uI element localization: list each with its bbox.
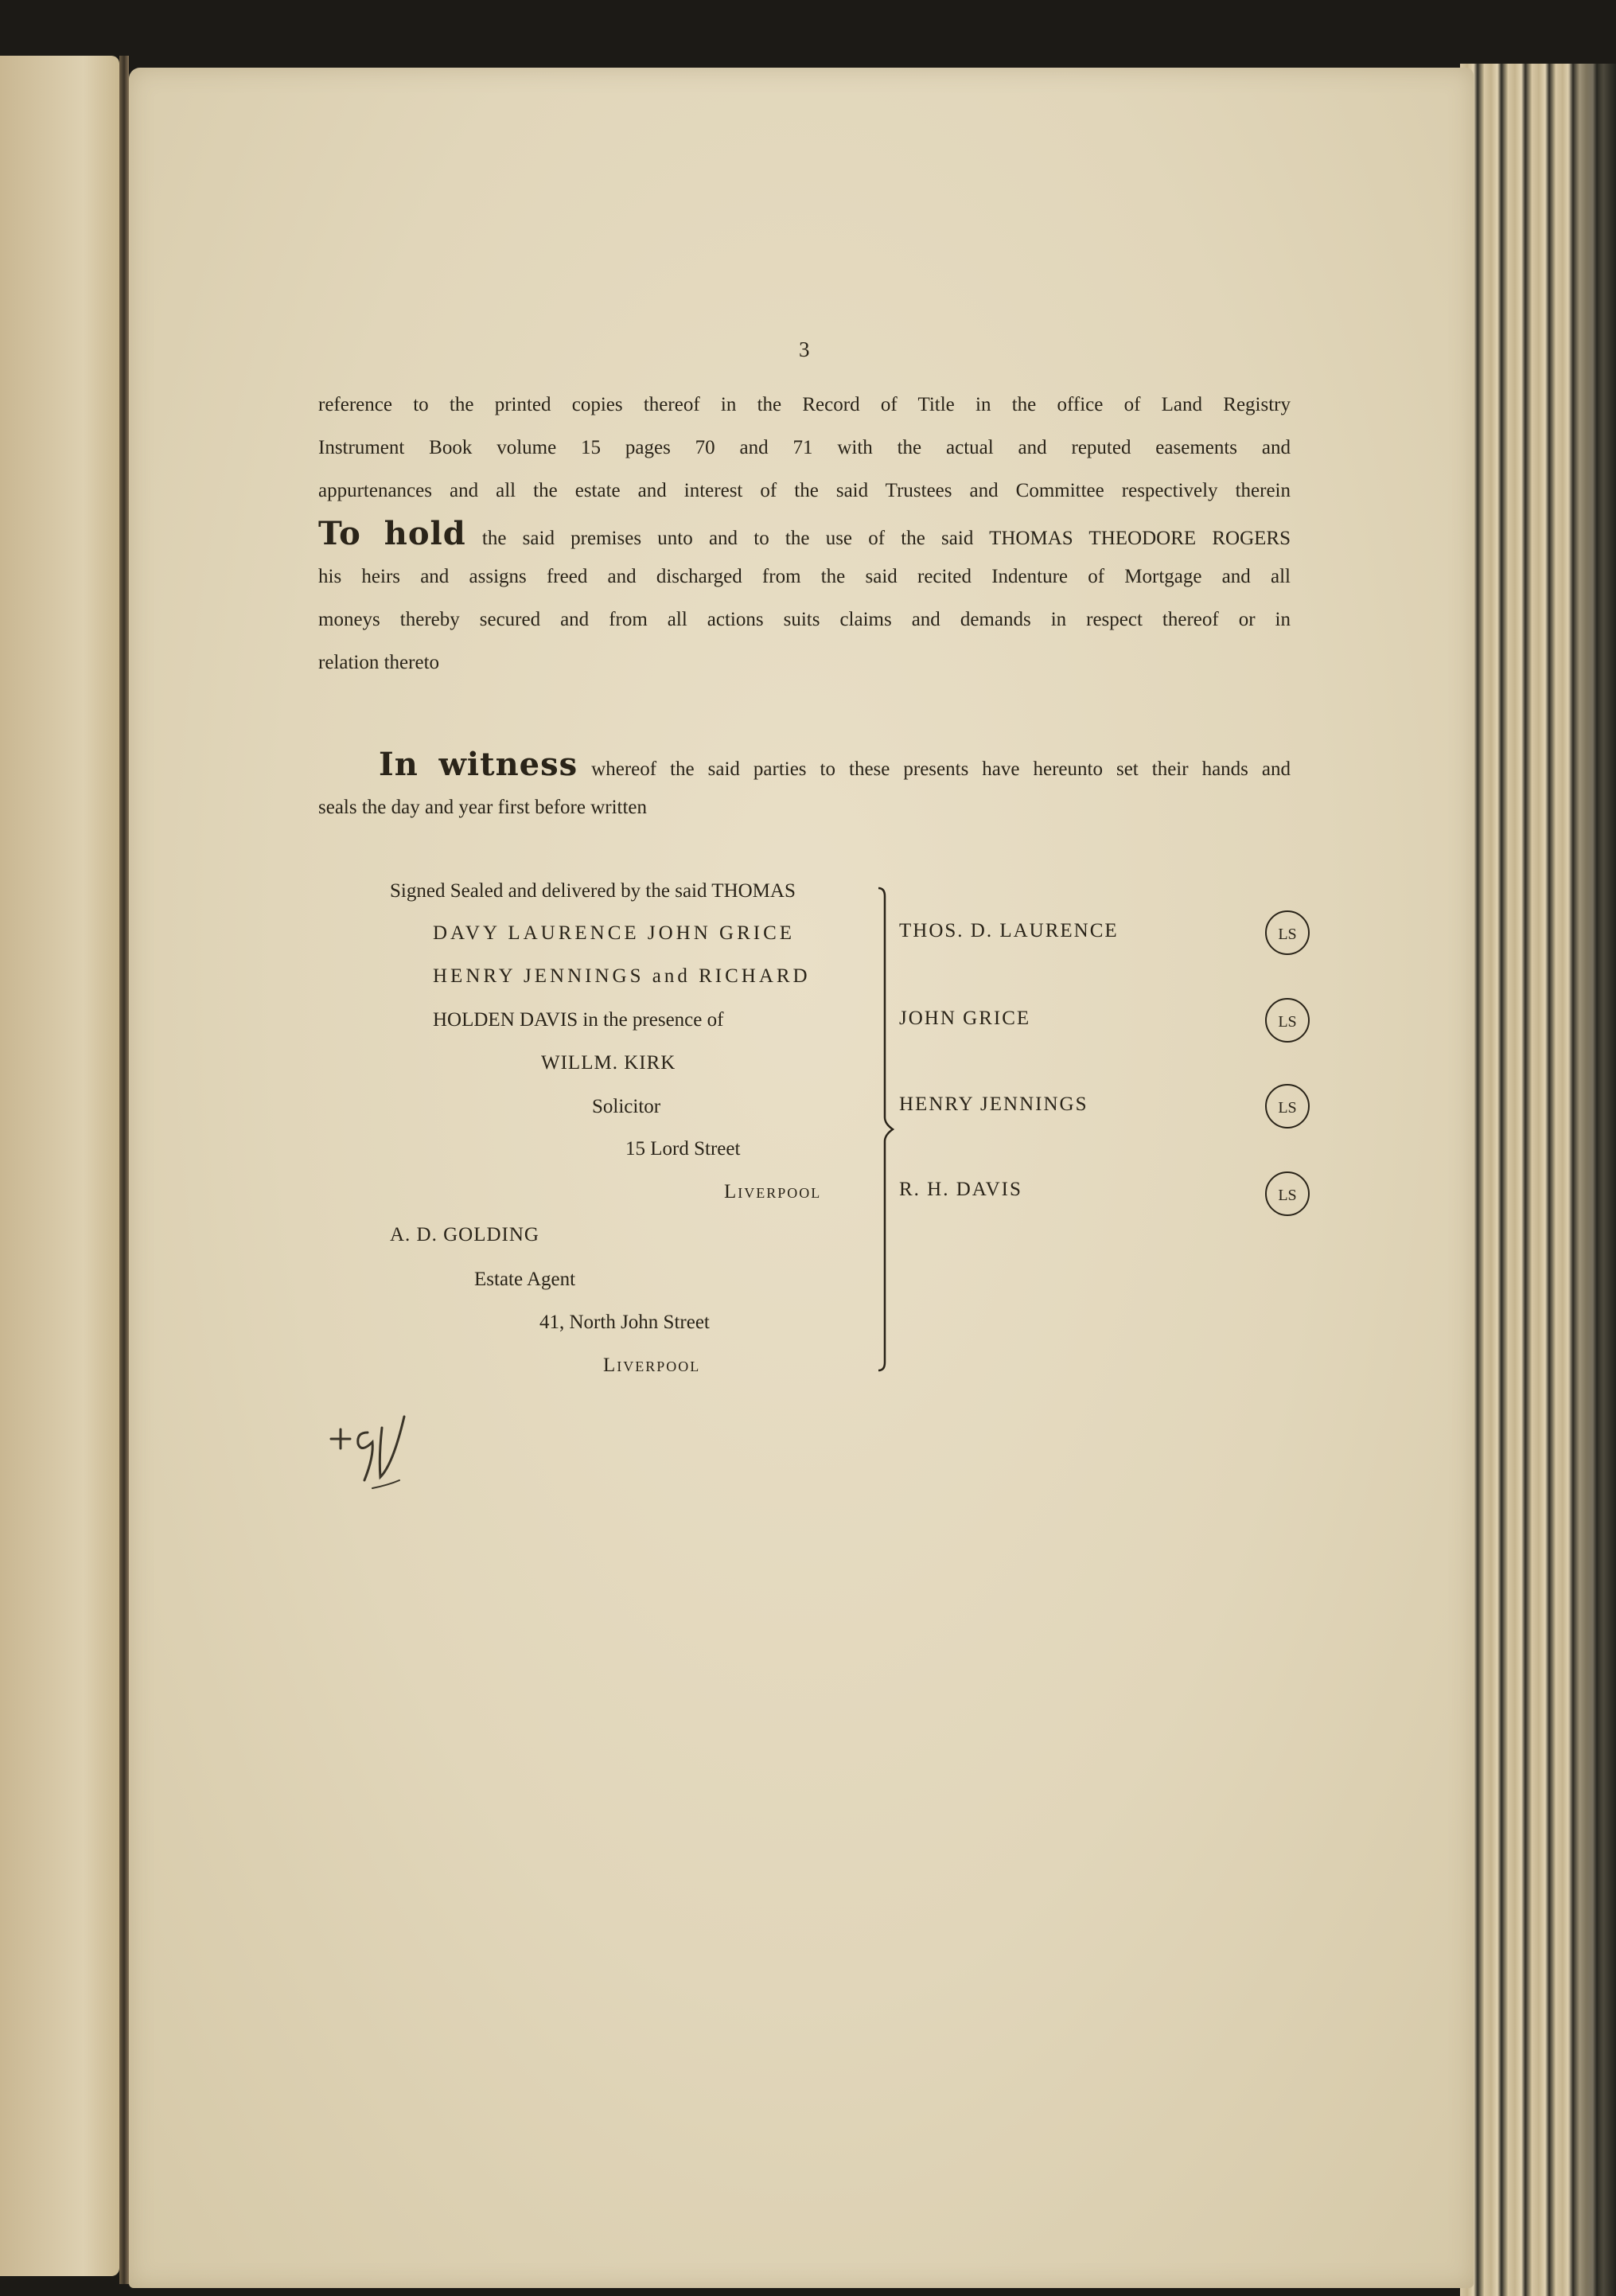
signatory-name: HENRY JENNINGS (899, 1093, 1088, 1115)
attestation-line: HENRY JENNINGS and RICHARD (433, 965, 811, 987)
witness-line (318, 743, 1291, 786)
handwritten-initials (326, 1409, 422, 1496)
ls-seal: LS (1265, 910, 1310, 955)
facing-page-edge (0, 56, 119, 2276)
signatory-name: R. H. DAVIS (899, 1179, 1022, 1200)
to-hold-heading: To hold (318, 515, 466, 552)
witness-paragraph (318, 743, 1291, 829)
attestation-line: Signed Sealed and delivered by the said THOMAS (390, 880, 796, 902)
text-line: relation thereto (318, 652, 440, 673)
witness-occupation: Estate Agent (474, 1269, 576, 1290)
witness-city: Liverpool (724, 1181, 822, 1203)
witness-city: Liverpool (603, 1355, 701, 1376)
stacked-page-edges (1460, 64, 1616, 2296)
text-line: his heirs and assigns freed and discharged from the said recited Indenture of Mortgage and all (318, 566, 1291, 587)
attestation-line: HOLDEN DAVIS in the presence of (433, 1009, 724, 1031)
witness-name: A. D. GOLDING (390, 1224, 539, 1245)
page-number: 3 (799, 337, 810, 361)
attestation-line: DAVY LAURENCE JOHN GRICE (433, 922, 796, 944)
text-line: reference to the printed copies thereof in the Record of Title in the office of Land Registry (318, 394, 1291, 415)
ls-seal: LS (1265, 1084, 1310, 1129)
ls-seal: LS (1265, 998, 1310, 1043)
text-line: appurtenances and all the estate and interest of the said Trustees and Committee respectively therein (318, 480, 1291, 501)
attestation-brace (874, 885, 898, 1374)
text-line: seals the day and year first before written (318, 797, 648, 818)
text-line: Instrument Book volume 15 pages 70 and 71 with the actual and reputed easements and (318, 437, 1291, 458)
book-spine (119, 56, 129, 2284)
to-hold-line (318, 513, 1291, 555)
witness-occupation: Solicitor (592, 1096, 661, 1117)
signatory-name: THOS. D. LAURENCE (899, 920, 1119, 941)
witness-heading: In witness (379, 746, 578, 783)
witness-street: 15 Lord Street (625, 1138, 741, 1160)
witness-text: whereof the said parties to these presents have hereunto set their hands and (591, 758, 1291, 780)
ls-seal: LS (1265, 1171, 1310, 1216)
conveyance-paragraph (318, 384, 1291, 684)
signatory-name: JOHN GRICE (899, 1008, 1031, 1029)
witness-street: 41, North John Street (539, 1312, 710, 1333)
text-line: moneys thereby secured and from all actions suits claims and demands in respect thereof or in (318, 609, 1291, 630)
witness-name: WILLM. KIRK (541, 1052, 676, 1074)
to-hold-text: the said premises unto and to the use of the said THOMAS THEODORE ROGERS (481, 528, 1291, 549)
